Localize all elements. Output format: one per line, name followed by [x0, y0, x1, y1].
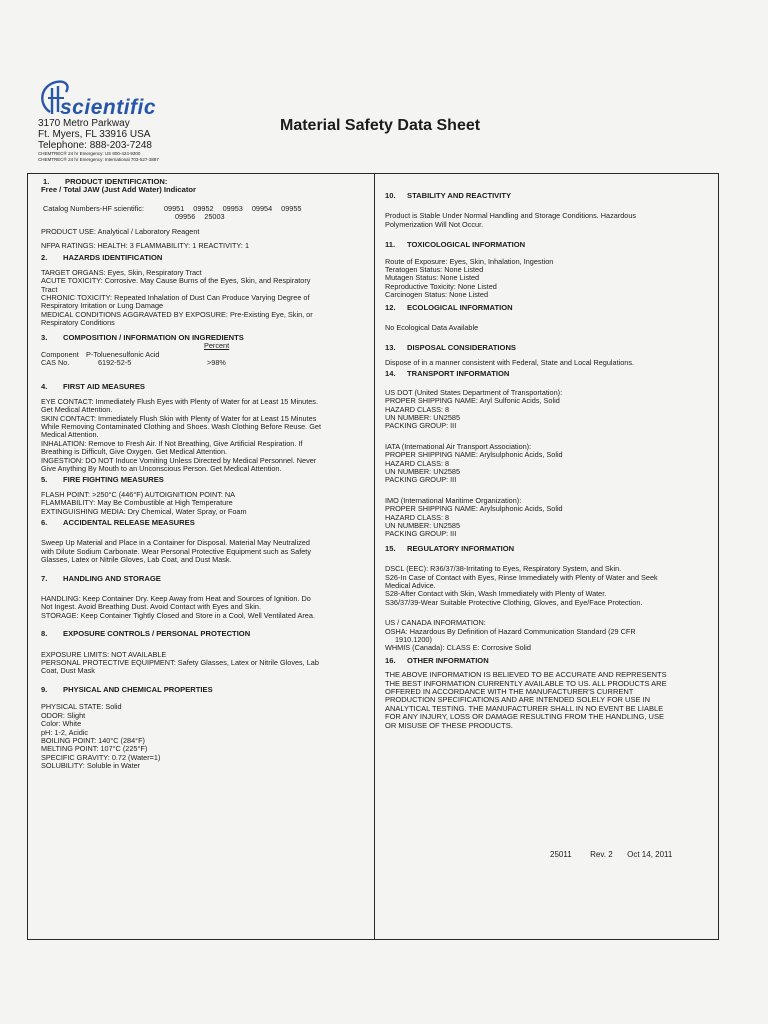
text-line: Give Anything By Mouth to an Unconscious Person. Get Medical Attention. — [41, 463, 282, 473]
text-line: MEDICAL CONDITIONS AGGRAVATED BY EXPOSURE: Pre-Existing Eye, Skin, or — [41, 309, 313, 319]
text-line: OSHA: Hazardous By Definition of Hazard Communication Standard (29 CFR — [385, 626, 636, 636]
catalog-numbers-row2: 09956 25003 — [175, 212, 225, 222]
text-line: PHYSICAL STATE: Solid — [41, 702, 122, 712]
column-divider — [374, 173, 375, 940]
text-line: OFFERED IN ACCORDANCE WITH THE MANUFACTURER'S CURRENT — [385, 687, 634, 697]
revision: Rev. 2 — [590, 850, 613, 859]
text-line: DSCL (EEC): R36/37/38-Irritating to Eyes, Respiratory System, and Skin. — [385, 564, 622, 574]
section-heading: 16. OTHER INFORMATION — [385, 655, 489, 665]
text-line: PROPER SHIPPING NAME: Arylsulphonic Acids, Solid — [385, 504, 563, 514]
section-heading: 8. EXPOSURE CONTROLS / PERSONAL PROTECTION — [41, 629, 251, 639]
percent-header: Percent — [204, 341, 230, 351]
text-line: EXTINGUISHING MEDIA: Dry Chemical, Water Spray, or Foam — [41, 506, 247, 516]
revision-footer — [550, 850, 672, 859]
telephone: Telephone: 888-203-7248 — [38, 140, 152, 151]
text-line: OR MISUSE OF THESE PRODUCTS. — [385, 720, 513, 730]
text-line: INGESTION: DO NOT Induce Vomiting Unless Directed by Medical Personnel. Never — [41, 455, 317, 465]
text-line: CHRONIC TOXICITY: Repeated Inhalation of Dust Can Produce Varying Degree of — [41, 293, 310, 303]
regulatory-us-canada — [385, 619, 713, 653]
cas-row: CAS No. 6192-52-5 >98% — [41, 357, 226, 367]
handling-storage-text — [41, 595, 371, 620]
stability-text — [385, 212, 713, 229]
document-title: Material Safety Data Sheet — [280, 117, 481, 134]
text-line: with Dilute Sodium Carbonate. Wear Personal Protective Equipment such as Safety — [41, 546, 311, 556]
catalog-numbers: Catalog Numbers-HF scientific: 09951 09952 09953 09954 09955 — [43, 203, 302, 213]
address-line: 3170 Metro Parkway — [38, 118, 130, 129]
product-use: PRODUCT USE: Analytical / Laboratory Reagent — [41, 226, 200, 236]
text-line: PACKING GROUP: III — [385, 475, 457, 485]
text-line: INHALATION: Remove to Fresh Air. If Not Breathing, Give Artificial Respiration. If — [41, 438, 303, 448]
disclaimer-text — [385, 671, 713, 730]
section-heading: 5. FIRE FIGHTING MEASURES — [41, 475, 164, 485]
text-line: PRODUCTION SPECIFICATIONS AND ARE INTENDED SOLELY FOR USE IN — [385, 695, 651, 705]
revision-date: Oct 14, 2011 — [627, 850, 673, 859]
text-line: Tract — [41, 284, 58, 294]
section-heading: 1. PRODUCT IDENTIFICATION: — [43, 177, 168, 186]
section-heading: 13. DISPOSAL CONSIDERATIONS — [385, 343, 516, 353]
text-line: PROPER SHIPPING NAME: Aryl Sulfonic Acids, Solid — [385, 396, 560, 406]
text-line: HANDLING: Keep Container Dry. Keep Away from Heat and Sources of Ignition. Do — [41, 594, 311, 604]
text-line: SOLUBILITY: Soluble in Water — [41, 761, 141, 771]
text-line: Route of Exposure: Eyes, Skin, Inhalation, Ingestion — [385, 256, 554, 266]
text-line: Sweep Up Material and Place in a Container for Disposal. Material May Neutralized — [41, 538, 310, 548]
hazards-text — [41, 269, 371, 328]
text-line: S28-After Contact with Skin, Wash Immediately with Plenty of Water. — [385, 589, 607, 599]
text-line: IMO (International Maritime Organization): — [385, 495, 522, 505]
disposal-text: Dispose of in a manner consistent with Federal, State and Local Regulations. — [385, 357, 635, 367]
text-line: HAZARD CLASS: 8 — [385, 404, 450, 414]
text-line: FLAMMABILITY: May Be Combustible at High Temperature — [41, 498, 233, 508]
address-line: Ft. Myers, FL 33916 USA — [38, 129, 151, 140]
product-name: Free / Total JAW (Just Add Water) Indicator — [41, 185, 196, 195]
section-heading: 14. TRANSPORT INFORMATION — [385, 369, 510, 379]
text-line: Reproductive Toxicity: None Listed — [385, 281, 497, 291]
regulatory-dscl — [385, 565, 713, 607]
text-line: PROPER SHIPPING NAME: Arylsulphonic Acids, Solid — [385, 450, 563, 460]
text-line: Not Ingest. Avoid Breathing Dust. Avoid Contact with Eyes and Skin. — [41, 602, 261, 612]
text-line: Carcinogen Status: None Listed — [385, 290, 489, 300]
text-line: Medical Attention. — [41, 430, 99, 440]
section-heading: 6. ACCIDENTAL RELEASE MEASURES — [41, 518, 195, 527]
text-line: HAZARD CLASS: 8 — [385, 458, 450, 468]
text-line: Medical Advice. — [385, 581, 436, 590]
text-line: Breathing is Difficult, Give Oxygen. Get Medical Attention. — [41, 447, 228, 457]
text-line: Teratogen Status: None Listed — [385, 265, 484, 275]
text-line: ACUTE TOXICITY: Corrosive. May Cause Burns of the Eyes, Skin, and Respiratory — [41, 276, 311, 286]
text-line: FLASH POINT: >250°C (446°F) AUTOIGNITION POINT: NA — [41, 489, 236, 499]
text-line: THE ABOVE INFORMATION IS BELIEVED TO BE ACCURATE AND REPRESENTS — [385, 670, 667, 680]
text-line: 1910.1200) — [395, 635, 432, 645]
text-line: Glasses, Latex or Nitrile Gloves, Lab Coat, and Dust Mask. — [41, 555, 232, 565]
text-line: US / CANADA INFORMATION: — [385, 618, 486, 628]
transport-iata — [385, 443, 713, 485]
text-line: US DOT (United States Department of Transportation): — [385, 387, 563, 397]
text-line: IATA (International Air Transport Association): — [385, 441, 532, 451]
text-line: PACKING GROUP: III — [385, 529, 457, 539]
section-heading: 10. STABILITY AND REACTIVITY — [385, 191, 512, 200]
fire-fighting-text — [41, 491, 371, 516]
section-heading: 3. COMPOSITION / INFORMATION ON INGREDIENTS — [41, 332, 244, 342]
section-heading: 4. FIRST AID MEASURES — [41, 382, 145, 392]
text-line: Polymerization Will Not Occur. — [385, 219, 484, 229]
section-heading: 11. TOXICOLOGICAL INFORMATION — [385, 240, 526, 250]
accidental-release-text — [41, 539, 371, 564]
text-line: S36/37/39-Wear Suitable Protective Clothing, Gloves, and Eye/Face Protection. — [385, 597, 643, 607]
text-line: UN NUMBER: UN2585 — [385, 520, 461, 530]
text-line: MELTING POINT: 107°C (225°F) — [41, 744, 148, 754]
text-line: ANALYTICAL TESTING. THE MANUFACTURER SHALL IN NO EVENT BE LIABLE — [385, 703, 664, 713]
text-line: STORAGE: Keep Container Tightly Closed and Store in a Cool, Well Ventilated Area. — [41, 610, 315, 620]
text-line: FOR ANY INJURY, LOSS OR DAMAGE RESULTING FROM THE HANDLING, USE — [385, 712, 664, 722]
text-line: UN NUMBER: UN2585 — [385, 412, 461, 422]
section-heading: 7. HANDLING AND STORAGE — [41, 573, 161, 583]
nfpa-ratings: NFPA RATINGS: HEALTH: 3 FLAMMABILITY: 1 REACTIVITY: 1 — [41, 241, 250, 251]
text-line: Respiratory Conditions — [41, 318, 115, 328]
physical-properties-text — [41, 703, 371, 770]
text-line: EXPOSURE LIMITS: NOT AVAILABLE — [41, 649, 167, 659]
emergency-line: CHEMTREC® 24 hr Emergency: International 703-527-3887 — [38, 157, 159, 162]
company-address — [38, 118, 278, 163]
exposure-controls-text — [41, 651, 371, 676]
text-line: Respiratory Irritation or Lung Damage — [41, 301, 164, 311]
text-line: EYE CONTACT: Immediately Flush Eyes with Plenty of Water for at Least 15 Minutes. — [41, 396, 318, 406]
section-heading: 2. HAZARDS IDENTIFICATION — [41, 253, 163, 263]
text-line: WHMIS (Canada): CLASS E: Corrosive Solid — [385, 643, 531, 653]
text-line: Get Medical Attention. — [41, 405, 113, 415]
section-heading: 12. ECOLOGICAL INFORMATION — [385, 302, 513, 312]
text-line: UN NUMBER: UN2585 — [385, 466, 461, 476]
text-line: While Removing Contaminated Clothing and Shoes. Wash Clothing Before Reuse. Get — [41, 421, 321, 431]
text-line: Product is Stable Under Normal Handling and Storage Conditions. Hazardous — [385, 211, 637, 221]
text-line: HAZARD CLASS: 8 — [385, 512, 450, 522]
text-line: TARGET ORGANS: Eyes, Skin, Respiratory Tract — [41, 267, 202, 277]
emergency-line: CHEMTREC® 24 hr Emergency: US 800-424-9300 — [38, 151, 141, 156]
ecological-text: No Ecological Data Available — [385, 323, 479, 333]
text-line: PACKING GROUP: III — [385, 421, 457, 431]
section-heading: 9. PHYSICAL AND CHEMICAL PROPERTIES — [41, 684, 213, 694]
transport-us-dot — [385, 389, 713, 431]
text-line: Mutagen Status: None Listed — [385, 273, 480, 283]
component-row: Component P-Toluenesulfonic Acid — [41, 349, 160, 359]
text-line: Coat, Dust Mask — [41, 666, 95, 676]
toxicological-text — [385, 258, 713, 300]
right-column — [385, 192, 713, 730]
brand-name: scientific — [60, 96, 157, 119]
text-line: SKIN CONTACT: Immediately Flush Skin with Plenty of Water for at Least 15 Minutes — [41, 413, 317, 423]
left-column — [41, 178, 371, 771]
text-line: ODOR: Slight — [41, 710, 86, 720]
text-line: BOILING POINT: 140°C (284°F) — [41, 735, 145, 745]
text-line: THE BEST INFORMATION CURRENTLY AVAILABLE TO US. ALL PRODUCTS ARE — [385, 678, 667, 688]
text-line: SPECIFIC GRAVITY: 0.72 (Water=1) — [41, 752, 161, 762]
first-aid-text — [41, 398, 371, 474]
section-heading: 15. REGULATORY INFORMATION — [385, 543, 515, 553]
text-line: PERSONAL PROTECTIVE EQUIPMENT: Safety Glasses, Latex or Nitrile Gloves, Lab — [41, 658, 319, 668]
text-line: Color: White — [41, 719, 82, 729]
document-code: 25011 — [550, 850, 572, 859]
text-line: S26-In Case of Contact with Eyes, Rinse Immediately with Plenty of Water and Seek — [385, 572, 658, 582]
text-line: pH: 1-2, Acidic — [41, 727, 89, 737]
transport-imo — [385, 497, 713, 539]
